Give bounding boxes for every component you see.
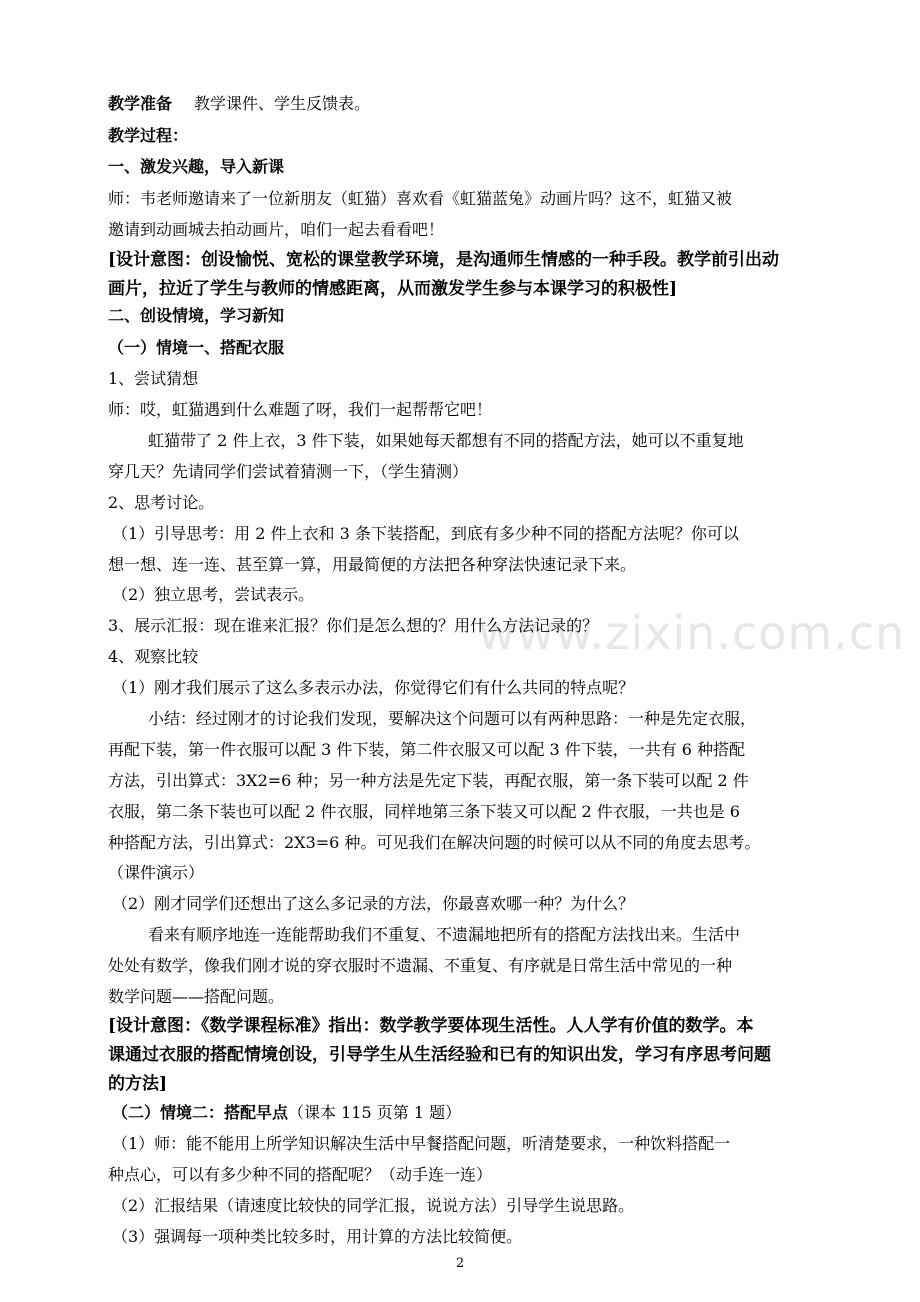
section-one-heading: 一、激发兴趣，导入新课 [108, 157, 285, 176]
watermark: www.zixin.com.cn [478, 606, 906, 660]
paragraph-line: 方法，引出算式：3X2=6 种；另一种方法是先定下装，再配衣服，第一条下装可以配 2 件 [108, 771, 749, 790]
paragraph-line: 数学问题——搭配问题。 [108, 987, 285, 1006]
paragraph-line: 2、思考讨论。 [108, 493, 215, 512]
scenario-two-heading: （二）情境二：搭配早点 [112, 1103, 289, 1122]
design-intent-line: 画片，拉近了学生与教师的情感距离，从而激发学生参与本课学习的积极性] [108, 279, 678, 299]
paragraph-line: 衣服，第二条下装也可以配 2 件衣服，同样地第三条下装又可以配 2 件衣服，一共也是 6 [108, 802, 740, 821]
paragraph-line: 3、展示汇报：现在谁来汇报？你们是怎么想的？用什么方法记录的？ [108, 616, 599, 635]
paragraph-line: 4、观察比较 [108, 647, 199, 666]
paragraph-line: 想一想、连一连、甚至算一算，用最简便的方法把各种穿法快速记录下来。 [108, 555, 637, 574]
paragraph-line: 再配下装，第一件衣服可以配 3 件下装，第二件衣服又可以配 3 件下装，一共有 6 种搭配 [108, 740, 746, 759]
paragraph-line: 种搭配方法，引出算式：2X3=6 种。可见我们在解决问题的时候可以从不同的角度去思考。 [108, 833, 761, 852]
paragraph-line: 看来有顺序地连一连能帮助我们不重复、不遗漏地把所有的搭配方法找出来。生活中 [148, 925, 741, 944]
teaching-preparation-text: 教学课件、学生反馈表。 [194, 94, 371, 113]
paragraph-line: 师：哎，虹猫遇到什么难题了呀，我们一起帮帮它吧！ [108, 400, 493, 419]
paragraph-line: （2）刚才同学们还想出了这么多记录的方法，你最喜欢哪一种？为什么？ [112, 894, 635, 913]
design-intent-line: 的方法] [108, 1074, 168, 1094]
teaching-preparation-label: 教学准备 [108, 94, 173, 113]
paragraph-line: （1）师：能不能用上所学知识解决生活中早餐搭配问题，听清楚要求，一种饮料搭配一 [112, 1134, 731, 1153]
scenario-two-reference: （课本 115 页第 1 题） [288, 1103, 462, 1122]
section-two-heading: 二、创设情境，学习新知 [108, 306, 285, 325]
paragraph-line: （2）汇报结果（请速度比较快的同学汇报，说说方法）引导学生说思路。 [112, 1196, 635, 1215]
teaching-preparation-line [108, 94, 370, 114]
paragraph-line: 1、尝试猜想 [108, 369, 199, 388]
teaching-process-heading: 教学过程： [108, 126, 189, 145]
paragraph-line: 种点心，可以有多少种不同的搭配呢？（动手连一连） [108, 1165, 493, 1184]
paragraph-line: 穿几天？先请同学们尝试着猜测一下，（学生猜测） [108, 462, 469, 481]
paragraph-line: （课件演示） [108, 863, 205, 882]
design-intent-line: [设计意图：创设愉悦、宽松的课堂教学环境，是沟通师生情感的一种手段。教学前引出动 [108, 250, 780, 270]
scenario-one-heading: （一）情境一、搭配衣服 [108, 338, 285, 357]
design-intent-line: 课通过衣服的搭配情境创设，引导学生从生活经验和已有的知识出发，学习有序思考问题 [108, 1045, 771, 1065]
paragraph-line: （2）独立思考，尝试表示。 [112, 585, 315, 604]
paragraph-line: 师：韦老师邀请来了一位新朋友（虹猫）喜欢看《虹猫蓝兔》动画片吗？这不，虹猫又被 [108, 189, 733, 208]
paragraph-line: （1）引导思考：用 2 件上衣和 3 条下装搭配，到底有多少种不同的搭配方法呢？你可以 [112, 524, 739, 543]
paragraph-line: （1）刚才我们展示了这么多表示办法，你觉得它们有什么共同的特点呢？ [112, 678, 635, 697]
paragraph-line: 虹猫带了 2 件上衣，3 件下装，如果她每天都想有不同的搭配方法，她可以不重复地 [148, 431, 744, 450]
paragraph-line: （3）强调每一项种类比较多时，用计算的方法比较简便。 [112, 1227, 523, 1246]
design-intent-line: [设计意图：《数学课程标准》指出：数学教学要体现生活性。人人学有价值的数学。本 [108, 1016, 754, 1036]
paragraph-line: 处处有数学，像我们刚才说的穿衣服时不遗漏、不重复、有序就是日常生活中常见的一种 [108, 956, 733, 975]
scenario-two-line [112, 1103, 461, 1123]
paragraph-line: 小结：经过刚才的讨论我们发现，要解决这个问题可以有两种思路：一种是先定衣服， [148, 709, 757, 728]
paragraph-line: 邀请到动画城去拍动画片，咱们一起去看看吧！ [108, 220, 445, 239]
page-number: 2 [455, 1256, 465, 1271]
